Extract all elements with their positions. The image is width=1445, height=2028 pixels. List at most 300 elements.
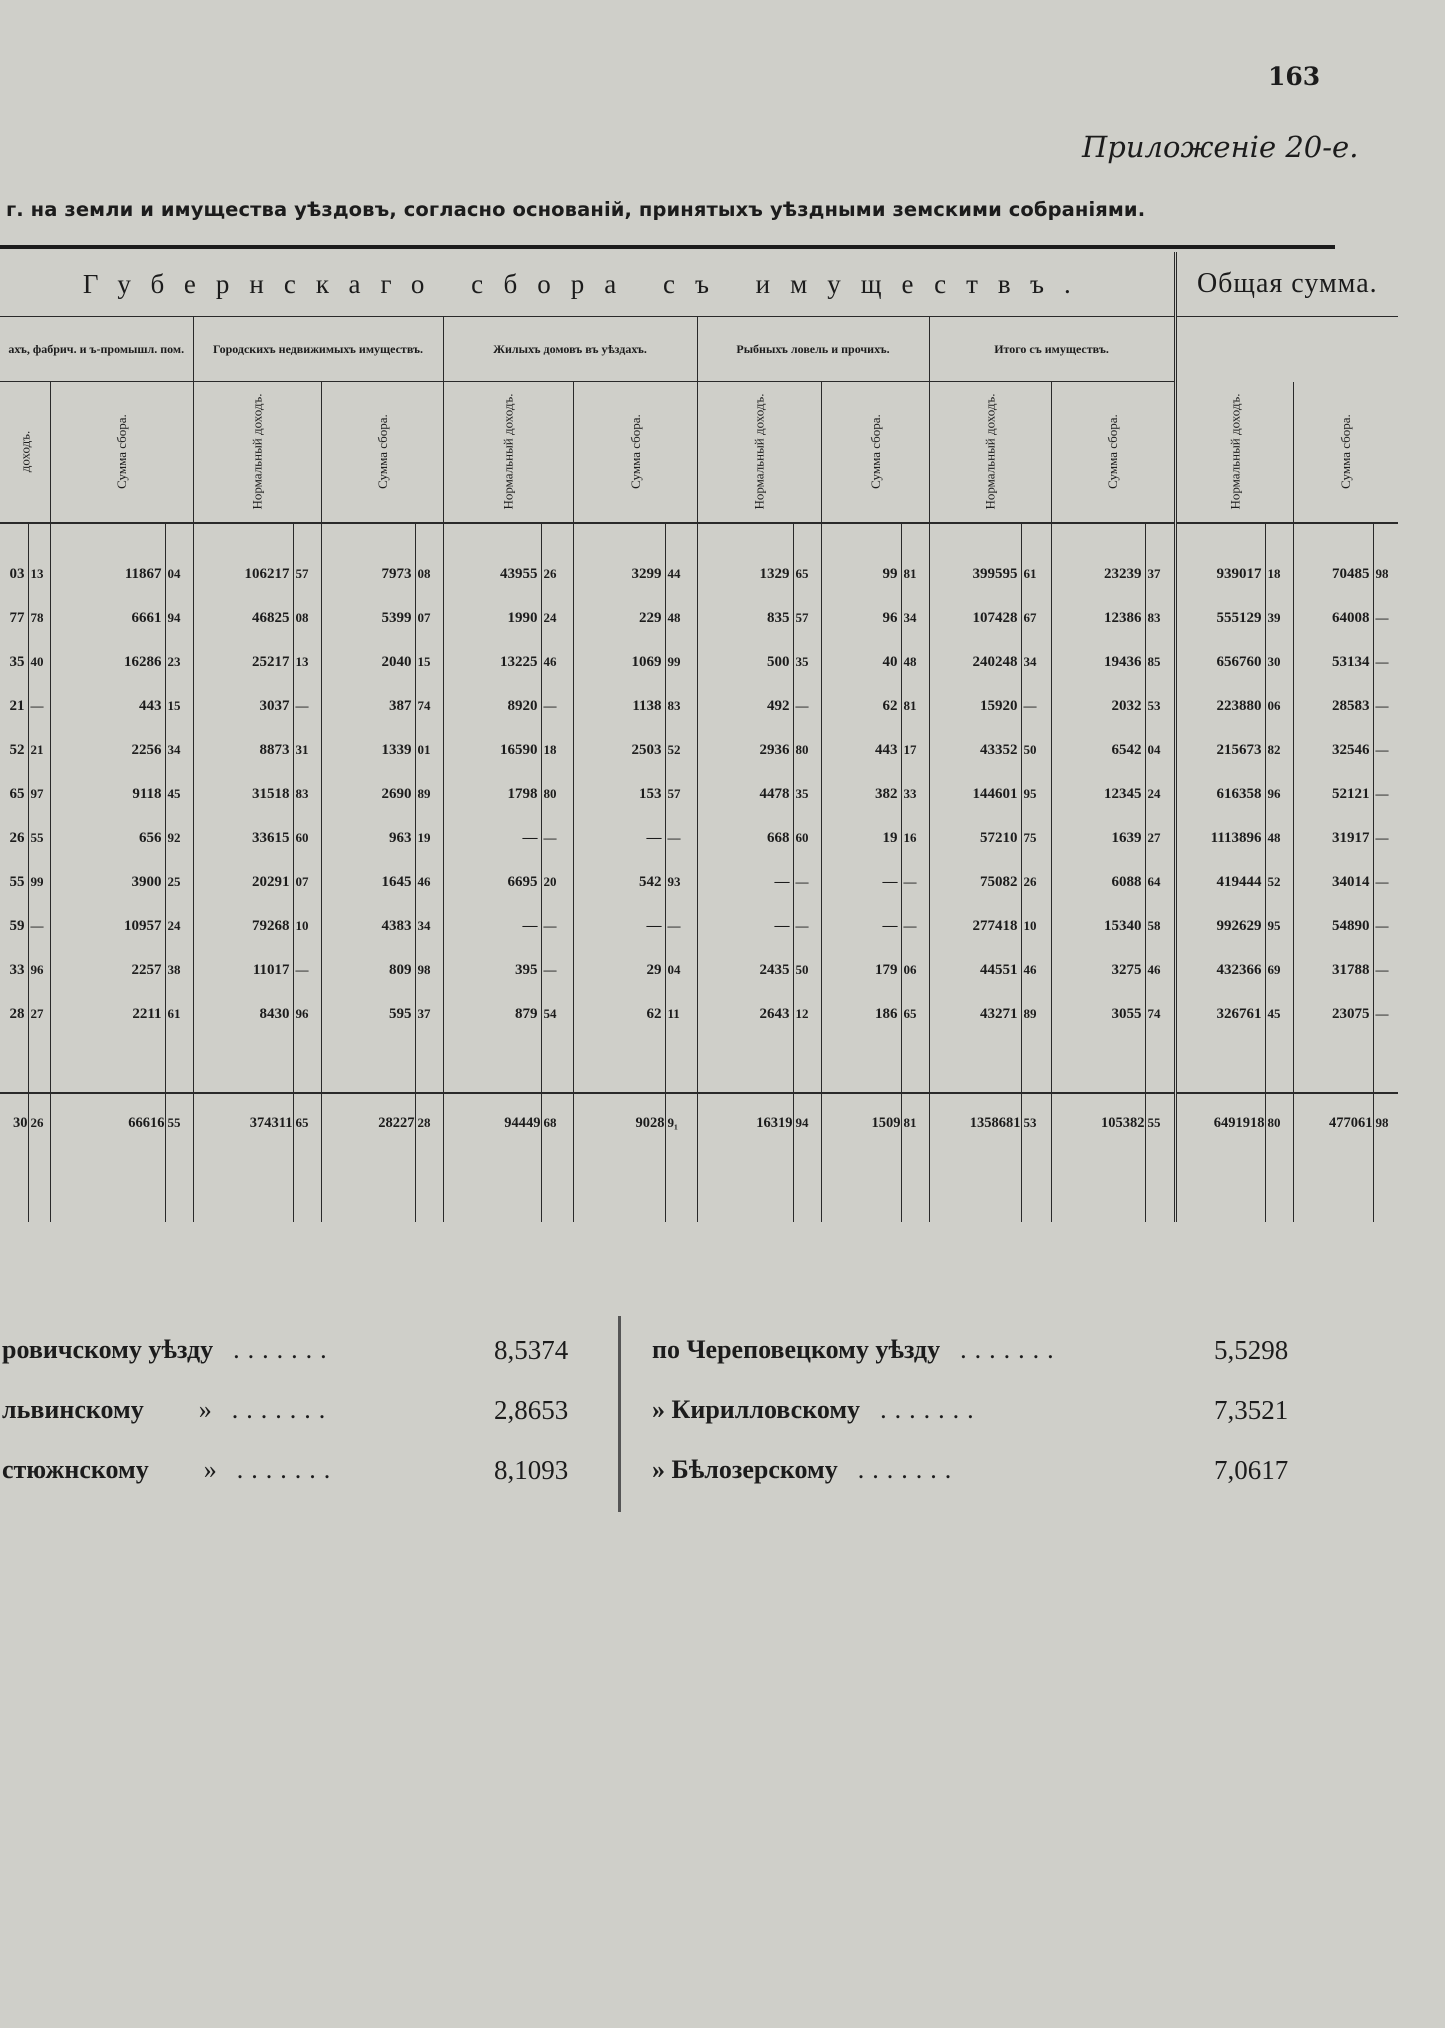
ruble-cell: 963 bbox=[321, 816, 415, 860]
kopeck-cell: 50 bbox=[793, 948, 821, 992]
kopeck-cell: 44 bbox=[665, 552, 697, 596]
kopeck-cell: — bbox=[541, 904, 573, 948]
kopeck-cell: 54 bbox=[541, 992, 573, 1036]
kopeck-cell: — bbox=[1373, 684, 1398, 728]
ruble-cell: 229 bbox=[573, 596, 665, 640]
kopeck-cell: 26 bbox=[541, 552, 573, 596]
kopeck-cell: 81 bbox=[901, 1093, 929, 1152]
ruble-cell: 387 bbox=[321, 684, 415, 728]
kopeck-cell: 04 bbox=[1145, 728, 1175, 772]
kopeck-cell: 81 bbox=[901, 684, 929, 728]
kopeck-cell: 96 bbox=[1265, 772, 1293, 816]
kopeck-cell: 31 bbox=[293, 728, 321, 772]
column-header: Нормальный доходъ. bbox=[500, 393, 516, 510]
ruble-cell: 96 bbox=[821, 596, 901, 640]
column-header: Сумма сбора. bbox=[867, 414, 883, 489]
ruble-cell: 79268 bbox=[193, 904, 293, 948]
kopeck-cell: 95 bbox=[1021, 772, 1051, 816]
ruble-cell: 555129 bbox=[1175, 596, 1265, 640]
kopeck-cell: 15 bbox=[165, 684, 193, 728]
ruble-cell: 15920 bbox=[929, 684, 1021, 728]
coefficient-value: 5,5298 bbox=[1214, 1335, 1289, 1365]
ruble-cell: 240248 bbox=[929, 640, 1021, 684]
table-row bbox=[0, 904, 1398, 948]
district-name: стюжнскому bbox=[2, 1455, 149, 1484]
kopeck-cell: 52 bbox=[665, 728, 697, 772]
coefficient-value: 8,1093 bbox=[494, 1455, 569, 1485]
ruble-cell: 59 bbox=[9, 917, 25, 934]
ruble-cell: 215673 bbox=[1175, 728, 1265, 772]
kopeck-cell: 57 bbox=[793, 596, 821, 640]
ruble-cell: 1069 bbox=[573, 640, 665, 684]
kopeck-cell: 46 bbox=[541, 640, 573, 684]
ruble-cell: 46825 bbox=[193, 596, 293, 640]
ruble-cell: 382 bbox=[821, 772, 901, 816]
ruble-cell: 8873 bbox=[193, 728, 293, 772]
ruble-cell: 55 bbox=[9, 873, 25, 890]
ruble-cell: 28227 bbox=[321, 1093, 415, 1152]
ruble-cell: 443 bbox=[50, 684, 165, 728]
kopeck-cell: — bbox=[1373, 948, 1398, 992]
kopeck-cell: 60 bbox=[293, 816, 321, 860]
kopeck-cell: — bbox=[541, 684, 573, 728]
ruble-cell: 656760 bbox=[1175, 640, 1265, 684]
ruble-cell: 1639 bbox=[1051, 816, 1145, 860]
ruble-cell: 2256 bbox=[50, 728, 165, 772]
kopeck-cell: 26 bbox=[28, 1093, 50, 1152]
section-title: Губернскаго сбора съ имуществъ. bbox=[0, 252, 1175, 317]
kopeck-cell: 83 bbox=[665, 684, 697, 728]
ruble-cell: 4383 bbox=[321, 904, 415, 948]
column-header: Сумма сбора. bbox=[1338, 413, 1354, 489]
table-row bbox=[0, 772, 1398, 816]
kopeck-cell: 52 bbox=[1265, 860, 1293, 904]
kopeck-cell: — bbox=[793, 860, 821, 904]
ruble-cell: 2643 bbox=[697, 992, 793, 1036]
ruble-cell: 395 bbox=[443, 948, 541, 992]
group-header-fisheries: Рыбныхъ ловель и прочихъ. bbox=[697, 317, 929, 382]
ruble-cell: 33 bbox=[9, 961, 25, 978]
kopeck-cell: 10 bbox=[293, 904, 321, 948]
kopeck-cell: 53 bbox=[1021, 1093, 1051, 1152]
ruble-cell: — bbox=[573, 816, 665, 860]
kopeck-cell: 34 bbox=[415, 904, 443, 948]
ruble-cell: — bbox=[821, 904, 901, 948]
coefficient-line: » Бѣлозерскому ....... 7,0617 bbox=[652, 1455, 1289, 1485]
kopeck-cell: 45 bbox=[165, 772, 193, 816]
kopeck-cell: — bbox=[793, 904, 821, 948]
kopeck-cell: 37 bbox=[415, 992, 443, 1036]
kopeck-cell: 68 bbox=[541, 1093, 573, 1152]
ruble-cell: 32546 bbox=[1293, 728, 1373, 772]
kopeck-cell: — bbox=[665, 816, 697, 860]
kopeck-cell: 39 bbox=[1265, 596, 1293, 640]
coefficient-value: 7,0617 bbox=[1214, 1455, 1289, 1485]
ruble-cell: 223880 bbox=[1175, 684, 1265, 728]
ruble-cell: 6661 bbox=[50, 596, 165, 640]
ruble-cell: 31917 bbox=[1293, 816, 1373, 860]
ruble-cell: 15340 bbox=[1051, 904, 1145, 948]
kopeck-cell: 80 bbox=[541, 772, 573, 816]
ruble-cell: 992629 bbox=[1175, 904, 1265, 948]
ditto-mark: » bbox=[203, 1455, 217, 1484]
kopeck-cell: — bbox=[665, 904, 697, 948]
ruble-cell: 12345 bbox=[1051, 772, 1145, 816]
kopeck-cell: — bbox=[1373, 772, 1398, 816]
coefficient-value: 2,8653 bbox=[494, 1395, 569, 1425]
group-header-district-houses: Жилыхъ домовъ въ уѣздахъ. bbox=[443, 317, 697, 382]
ruble-cell: 835 bbox=[697, 596, 793, 640]
kopeck-cell: 17 bbox=[901, 728, 929, 772]
kopeck-cell: — bbox=[541, 816, 573, 860]
ruble-cell: 77 bbox=[9, 609, 25, 626]
kopeck-cell: 46 bbox=[1021, 948, 1051, 992]
ruble-cell: 3037 bbox=[193, 684, 293, 728]
ruble-cell: 105382 bbox=[1051, 1093, 1145, 1152]
ruble-cell: 13225 bbox=[443, 640, 541, 684]
kopeck-cell: 04 bbox=[165, 552, 193, 596]
kopeck-cell: 24 bbox=[1145, 772, 1175, 816]
ruble-cell: 542 bbox=[573, 860, 665, 904]
coefficient-line: по Череповецкому уѣзду ....... 5,5298 bbox=[652, 1335, 1289, 1365]
ruble-cell: 8430 bbox=[193, 992, 293, 1036]
ruble-cell: 03 bbox=[9, 565, 25, 582]
kopeck-cell: 10 bbox=[1021, 904, 1051, 948]
ruble-cell: 25217 bbox=[193, 640, 293, 684]
kopeck-cell: 48 bbox=[901, 640, 929, 684]
kopeck-cell: 35 bbox=[793, 772, 821, 816]
kopeck-cell: 46 bbox=[1145, 948, 1175, 992]
column-header: Нормальный доходъ. bbox=[982, 393, 998, 510]
kopeck-cell: 94 bbox=[165, 596, 193, 640]
ruble-cell: 2257 bbox=[50, 948, 165, 992]
ruble-cell: 144601 bbox=[929, 772, 1021, 816]
ruble-cell: 419444 bbox=[1175, 860, 1265, 904]
ruble-cell: 44551 bbox=[929, 948, 1021, 992]
ruble-cell: 31788 bbox=[1293, 948, 1373, 992]
kopeck-cell: 92 bbox=[165, 816, 193, 860]
column-header: Сумма сбора. bbox=[627, 414, 643, 489]
kopeck-cell: 46 bbox=[415, 860, 443, 904]
kopeck-cell: 89 bbox=[1021, 992, 1051, 1036]
kopeck-cell: 82 bbox=[1265, 728, 1293, 772]
ruble-cell: 1990 bbox=[443, 596, 541, 640]
ruble-cell: 65 bbox=[9, 785, 25, 802]
table-row bbox=[0, 992, 1398, 1036]
kopeck-cell: 28 bbox=[415, 1093, 443, 1152]
kopeck-cell: 75 bbox=[1021, 816, 1051, 860]
ruble-cell: 64008 bbox=[1293, 596, 1373, 640]
kopeck-cell: 38 bbox=[165, 948, 193, 992]
kopeck-cell: 74 bbox=[1145, 992, 1175, 1036]
ruble-cell: 35 bbox=[9, 653, 25, 670]
ruble-cell: 492 bbox=[697, 684, 793, 728]
ruble-cell: 6088 bbox=[1051, 860, 1145, 904]
ruble-cell: 1645 bbox=[321, 860, 415, 904]
kopeck-cell: — bbox=[28, 684, 50, 728]
column-header: Сумма сбора. bbox=[114, 414, 129, 489]
ruble-cell: 277418 bbox=[929, 904, 1021, 948]
district-name: ровичскому уѣзду bbox=[2, 1335, 214, 1364]
kopeck-cell: 30 bbox=[1265, 640, 1293, 684]
column-header: Нормальный доходъ. bbox=[751, 393, 767, 510]
kopeck-cell: 45 bbox=[1265, 992, 1293, 1036]
ruble-cell: 94449 bbox=[443, 1093, 541, 1152]
ruble-cell: 12386 bbox=[1051, 596, 1145, 640]
kopeck-cell: 23 bbox=[165, 640, 193, 684]
ruble-cell: 62 bbox=[573, 992, 665, 1036]
ruble-cell: 21 bbox=[9, 697, 25, 714]
kopeck-cell: — bbox=[293, 684, 321, 728]
ruble-cell: 6542 bbox=[1051, 728, 1145, 772]
district-name: львинскому bbox=[2, 1395, 144, 1424]
kopeck-cell: 13 bbox=[293, 640, 321, 684]
kopeck-cell: — bbox=[1373, 860, 1398, 904]
ruble-cell: — bbox=[821, 860, 901, 904]
table-row bbox=[0, 948, 1398, 992]
ruble-cell: 668 bbox=[697, 816, 793, 860]
kopeck-cell: 57 bbox=[293, 552, 321, 596]
ruble-cell: 57210 bbox=[929, 816, 1021, 860]
kopeck-cell: 04 bbox=[665, 948, 697, 992]
ruble-cell: 33615 bbox=[193, 816, 293, 860]
kopeck-cell: 58 bbox=[1145, 904, 1175, 948]
kopeck-cell: 06 bbox=[1265, 684, 1293, 728]
kopeck-cell: 37 bbox=[1145, 552, 1175, 596]
kopeck-cell: 61 bbox=[165, 992, 193, 1036]
kopeck-cell: 95 bbox=[1265, 904, 1293, 948]
kopeck-cell: 78 bbox=[28, 596, 50, 640]
kopeck-cell: 89 bbox=[415, 772, 443, 816]
ruble-cell: 8920 bbox=[443, 684, 541, 728]
kopeck-cell: 15 bbox=[415, 640, 443, 684]
group-header-property-total: Итого съ имуществъ. bbox=[929, 317, 1175, 382]
kopeck-cell: 18 bbox=[1265, 552, 1293, 596]
column-header: Нормальный доходъ. bbox=[249, 393, 265, 510]
ruble-cell: 179 bbox=[821, 948, 901, 992]
ruble-cell: 1358681 bbox=[929, 1093, 1021, 1152]
ruble-cell: 52121 bbox=[1293, 772, 1373, 816]
ruble-cell: 43955 bbox=[443, 552, 541, 596]
ruble-cell: 23075 bbox=[1293, 992, 1373, 1036]
kopeck-cell: 57 bbox=[665, 772, 697, 816]
ruble-cell: 6491918 bbox=[1175, 1093, 1265, 1152]
ruble-cell: 7973 bbox=[321, 552, 415, 596]
kopeck-cell: 83 bbox=[1145, 596, 1175, 640]
ruble-cell: 3900 bbox=[50, 860, 165, 904]
kopeck-cell: 98 bbox=[1373, 552, 1398, 596]
kopeck-cell: 07 bbox=[415, 596, 443, 640]
kopeck-cell: 64 bbox=[1145, 860, 1175, 904]
kopeck-cell: 24 bbox=[541, 596, 573, 640]
ruble-cell: 153 bbox=[573, 772, 665, 816]
kopeck-cell: 24 bbox=[165, 904, 193, 948]
kopeck-cell: 34 bbox=[165, 728, 193, 772]
column-header: Сумма сбора. bbox=[1105, 414, 1121, 489]
kopeck-cell: 80 bbox=[1265, 1093, 1293, 1152]
kopeck-cell: 97 bbox=[28, 772, 50, 816]
kopeck-cell: 25 bbox=[165, 860, 193, 904]
ruble-cell: 1138 bbox=[573, 684, 665, 728]
ruble-cell: — bbox=[443, 904, 541, 948]
ruble-cell: 9118 bbox=[50, 772, 165, 816]
ruble-cell: 43271 bbox=[929, 992, 1021, 1036]
kopeck-cell: — bbox=[901, 860, 929, 904]
kopeck-cell: 08 bbox=[293, 596, 321, 640]
kopeck-cell: 81 bbox=[901, 552, 929, 596]
kopeck-cell: — bbox=[1021, 684, 1051, 728]
ruble-cell: 11867 bbox=[50, 552, 165, 596]
ruble-cell: 879 bbox=[443, 992, 541, 1036]
ruble-cell: 30 bbox=[0, 1093, 28, 1152]
ruble-cell: 99 bbox=[821, 552, 901, 596]
group-header-city-property: Городскихъ недвижимыхъ имуществъ. bbox=[193, 317, 443, 382]
ruble-cell: 2435 bbox=[697, 948, 793, 992]
ruble-cell: 326761 bbox=[1175, 992, 1265, 1036]
kopeck-cell: 12 bbox=[793, 992, 821, 1036]
kopeck-cell: 27 bbox=[28, 992, 50, 1036]
kopeck-cell: 06 bbox=[901, 948, 929, 992]
kopeck-cell: 65 bbox=[901, 992, 929, 1036]
page-heading: г. на земли и имущества уѣздовъ, согласно основаній, принятыхъ уѣздными земскими собраніями. bbox=[6, 198, 1146, 221]
ruble-cell: 4478 bbox=[697, 772, 793, 816]
kopeck-cell: — bbox=[541, 948, 573, 992]
ruble-cell: 432366 bbox=[1175, 948, 1265, 992]
ruble-cell: 16590 bbox=[443, 728, 541, 772]
kopeck-cell: 99 bbox=[665, 640, 697, 684]
ruble-cell: 70485 bbox=[1293, 552, 1373, 596]
kopeck-cell: 96 bbox=[28, 948, 50, 992]
ruble-cell: 477061 bbox=[1293, 1093, 1373, 1152]
kopeck-cell: 93 bbox=[665, 860, 697, 904]
coefficient-line: львинскому » ....... 2,8653 bbox=[2, 1395, 569, 1425]
kopeck-cell: 83 bbox=[293, 772, 321, 816]
kopeck-cell: 55 bbox=[165, 1093, 193, 1152]
table-row bbox=[0, 816, 1398, 860]
ruble-cell: 2040 bbox=[321, 640, 415, 684]
ruble-cell: 3275 bbox=[1051, 948, 1145, 992]
ruble-cell: 2503 bbox=[573, 728, 665, 772]
kopeck-cell: 48 bbox=[665, 596, 697, 640]
ruble-cell: 9028 bbox=[573, 1093, 665, 1152]
ruble-cell: 1339 bbox=[321, 728, 415, 772]
ruble-cell: 616358 bbox=[1175, 772, 1265, 816]
ditto-mark: » bbox=[198, 1395, 212, 1424]
ruble-cell: 399595 bbox=[929, 552, 1021, 596]
ruble-cell: 10957 bbox=[50, 904, 165, 948]
kopeck-cell: 07 bbox=[293, 860, 321, 904]
kopeck-cell: — bbox=[293, 948, 321, 992]
ruble-cell: 186 bbox=[821, 992, 901, 1036]
district-name: » Кирилловскому bbox=[652, 1395, 861, 1424]
kopeck-cell: 67 bbox=[1021, 596, 1051, 640]
table-row bbox=[0, 684, 1398, 728]
ruble-cell: 1798 bbox=[443, 772, 541, 816]
ruble-cell: 374311 bbox=[193, 1093, 293, 1152]
group-header-factory: ахъ, фабрич. и ъ-промышл. пом. bbox=[0, 317, 193, 382]
ruble-cell: 6695 bbox=[443, 860, 541, 904]
table-row bbox=[0, 552, 1398, 596]
kopeck-cell: 35 bbox=[793, 640, 821, 684]
ruble-cell: 500 bbox=[697, 640, 793, 684]
ruble-cell: 52 bbox=[9, 741, 25, 758]
page-number: 163 bbox=[1268, 62, 1321, 91]
table-row bbox=[0, 860, 1398, 904]
coefficient-divider bbox=[618, 1316, 621, 1512]
table-row bbox=[0, 596, 1398, 640]
ruble-cell: 1329 bbox=[697, 552, 793, 596]
kopeck-cell: 27 bbox=[1145, 816, 1175, 860]
table-row bbox=[0, 728, 1398, 772]
kopeck-cell: — bbox=[1373, 904, 1398, 948]
ruble-cell: 107428 bbox=[929, 596, 1021, 640]
kopeck-cell: 20 bbox=[541, 860, 573, 904]
column-header: доходъ. bbox=[17, 430, 33, 473]
ruble-cell: 3055 bbox=[1051, 992, 1145, 1036]
district-name: по Череповецкому уѣзду bbox=[652, 1335, 941, 1364]
kopeck-cell: 33 bbox=[901, 772, 929, 816]
ruble-cell: 2211 bbox=[50, 992, 165, 1036]
kopeck-cell: — bbox=[1373, 728, 1398, 772]
kopeck-cell: 65 bbox=[293, 1093, 321, 1152]
ruble-cell: 66616 bbox=[50, 1093, 165, 1152]
ruble-cell: 43352 bbox=[929, 728, 1021, 772]
kopeck-cell: 26 bbox=[1021, 860, 1051, 904]
kopeck-cell: 48 bbox=[1265, 816, 1293, 860]
kopeck-cell: 55 bbox=[28, 816, 50, 860]
coefficient-line: » Кирилловскому ....... 7,3521 bbox=[652, 1395, 1289, 1425]
ruble-cell: 23239 bbox=[1051, 552, 1145, 596]
ruble-cell: 54890 bbox=[1293, 904, 1373, 948]
ruble-cell: 939017 bbox=[1175, 552, 1265, 596]
ruble-cell: 106217 bbox=[193, 552, 293, 596]
kopeck-cell: 9₁ bbox=[665, 1093, 697, 1152]
top-rule bbox=[0, 245, 1335, 249]
ruble-cell: 1509 bbox=[821, 1093, 901, 1152]
table-total-row bbox=[0, 1093, 1398, 1152]
ruble-cell: — bbox=[573, 904, 665, 948]
kopeck-cell: 98 bbox=[1373, 1093, 1398, 1152]
ruble-cell: 16319 bbox=[697, 1093, 793, 1152]
kopeck-cell: — bbox=[28, 904, 50, 948]
kopeck-cell: 80 bbox=[793, 728, 821, 772]
coefficient-value: 8,5374 bbox=[494, 1335, 569, 1365]
kopeck-cell: 69 bbox=[1265, 948, 1293, 992]
kopeck-cell: 74 bbox=[415, 684, 443, 728]
ruble-cell: 31518 bbox=[193, 772, 293, 816]
ruble-cell: 11017 bbox=[193, 948, 293, 992]
ruble-cell: 2032 bbox=[1051, 684, 1145, 728]
kopeck-cell: — bbox=[1373, 596, 1398, 640]
kopeck-cell: 34 bbox=[1021, 640, 1051, 684]
coefficient-line: ровичскому уѣзду ....... 8,5374 bbox=[2, 1335, 569, 1365]
ruble-cell: 5399 bbox=[321, 596, 415, 640]
ruble-cell: — bbox=[697, 904, 793, 948]
ruble-cell: 3299 bbox=[573, 552, 665, 596]
kopeck-cell: 98 bbox=[415, 948, 443, 992]
kopeck-cell: 40 bbox=[28, 640, 50, 684]
ruble-cell: 2690 bbox=[321, 772, 415, 816]
ruble-cell: 28 bbox=[9, 1005, 25, 1022]
kopeck-cell: 85 bbox=[1145, 640, 1175, 684]
kopeck-cell: 34 bbox=[901, 596, 929, 640]
kopeck-cell: 60 bbox=[793, 816, 821, 860]
kopeck-cell: 94 bbox=[793, 1093, 821, 1152]
kopeck-cell: — bbox=[901, 904, 929, 948]
ruble-cell: 2936 bbox=[697, 728, 793, 772]
kopeck-cell: 61 bbox=[1021, 552, 1051, 596]
appendix-label: Приложеніе 20-е. bbox=[1082, 130, 1359, 164]
